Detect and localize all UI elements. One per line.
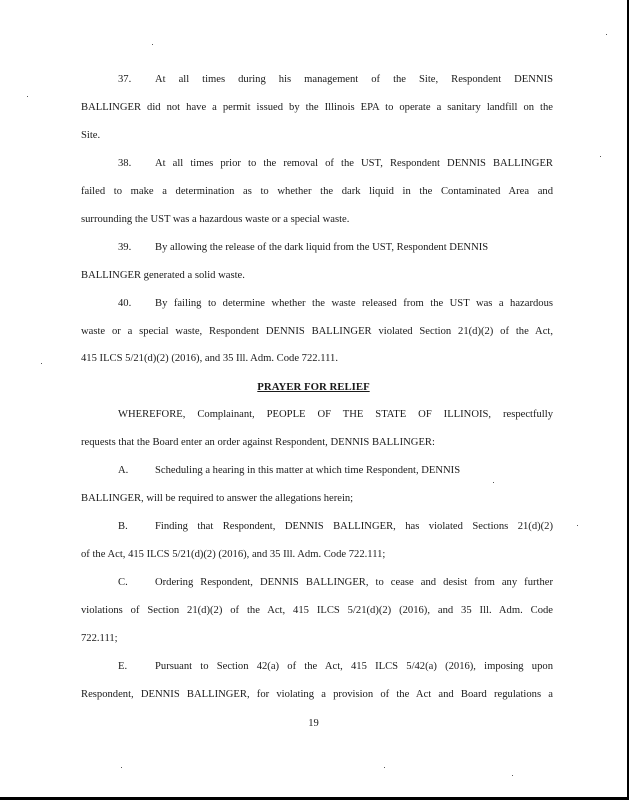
scan-speck (493, 482, 494, 483)
prayer-item-c-line-3: 722.111; (81, 633, 118, 644)
prayer-item-letter-c: C. (118, 577, 128, 588)
paragraph-38-line-3: surrounding the UST was a hazardous waste or a special waste. (81, 214, 350, 225)
scan-speck (41, 363, 42, 364)
scan-speck (600, 156, 601, 157)
scan-speck (152, 44, 153, 45)
paragraph-39-line-1: 39. By allowing the release of the dark liquid from the UST, Respondent DENNIS (118, 242, 489, 253)
prayer-item-a-line-1: A. Scheduling a hearing in this matter at which time Respondent, DENNIS (118, 465, 461, 476)
prayer-item-e-line-2: Respondent, DENNIS BALLINGER, for violating a provision of the Act and Board regulations a (81, 689, 553, 700)
paragraph-number-39: 39. (118, 242, 132, 253)
paragraph-number-37: 37. (118, 74, 132, 85)
paragraph-40-line-3: 415 ILCS 5/21(d)(2) (2016), and 35 Ill. Adm. Code 722.111. (81, 353, 338, 364)
page-number: 19 (308, 718, 319, 729)
scan-speck (27, 96, 28, 97)
prayer-item-e-line-1: E. Pursuant to Section 42(a) of the Act, 415 ILCS 5/42(a) (2016), imposing upon (118, 661, 553, 672)
paragraph-40-line-2: waste or a special waste, Respondent DENNIS BALLINGER violated Section 21(d)(2) of the Act, (81, 326, 553, 337)
prayer-item-b-line-2: of the Act, 415 ILCS 5/21(d)(2) (2016), and 35 Ill. Adm. Code 722.111; (81, 549, 386, 560)
prayer-item-letter-e: E. (118, 661, 128, 672)
prayer-item-a-line-2: BALLINGER, will be required to answer the allegations herein; (81, 493, 354, 504)
prayer-intro-line-1: WHEREFORE, Complainant, PEOPLE OF THE STATE OF ILLINOIS, respectfully (118, 409, 553, 420)
paragraph-37-line-2: BALLINGER did not have a permit issued by the Illinois EPA to operate a sanitary landfill on the (81, 102, 553, 113)
paragraph-37-line-3: Site. (81, 130, 101, 141)
prayer-item-c-line-2: violations of Section 21(d)(2) of the Act, 415 ILCS 5/21(d)(2) (2016), and 35 Ill. Adm. Code (81, 605, 553, 616)
prayer-item-c-line-1: C. Ordering Respondent, DENNIS BALLINGER, to cease and desist from any further (118, 577, 553, 588)
scan-speck (121, 767, 122, 768)
paragraph-37-line-1: 37. At all times during his management of the Site, Respondent DENNIS (118, 74, 553, 85)
paragraph-38-line-2: failed to make a determination as to whether the dark liquid in the Contaminated Area and (81, 186, 553, 197)
paragraph-39-line-2: BALLINGER generated a solid waste. (81, 270, 245, 281)
scan-speck (512, 775, 513, 776)
paragraph-38-line-1: 38. At all times prior to the removal of the UST, Respondent DENNIS BALLINGER (118, 158, 553, 169)
prayer-item-b-line-1: B. Finding that Respondent, DENNIS BALLINGER, has violated Sections 21(d)(2) (118, 521, 553, 532)
section-heading: PRAYER FOR RELIEF (257, 381, 370, 393)
prayer-intro-line-2: requests that the Board enter an order against Respondent, DENNIS BALLINGER: (81, 437, 435, 448)
paragraph-40-line-1: 40. By failing to determine whether the waste released from the UST was a hazardous (118, 298, 553, 309)
scan-speck (606, 34, 607, 35)
prayer-item-letter-b: B. (118, 521, 128, 532)
paragraph-number-38: 38. (118, 158, 132, 169)
scan-speck (384, 767, 385, 768)
scan-speck (577, 525, 578, 526)
prayer-item-letter-a: A. (118, 465, 129, 476)
paragraph-number-40: 40. (118, 298, 132, 309)
